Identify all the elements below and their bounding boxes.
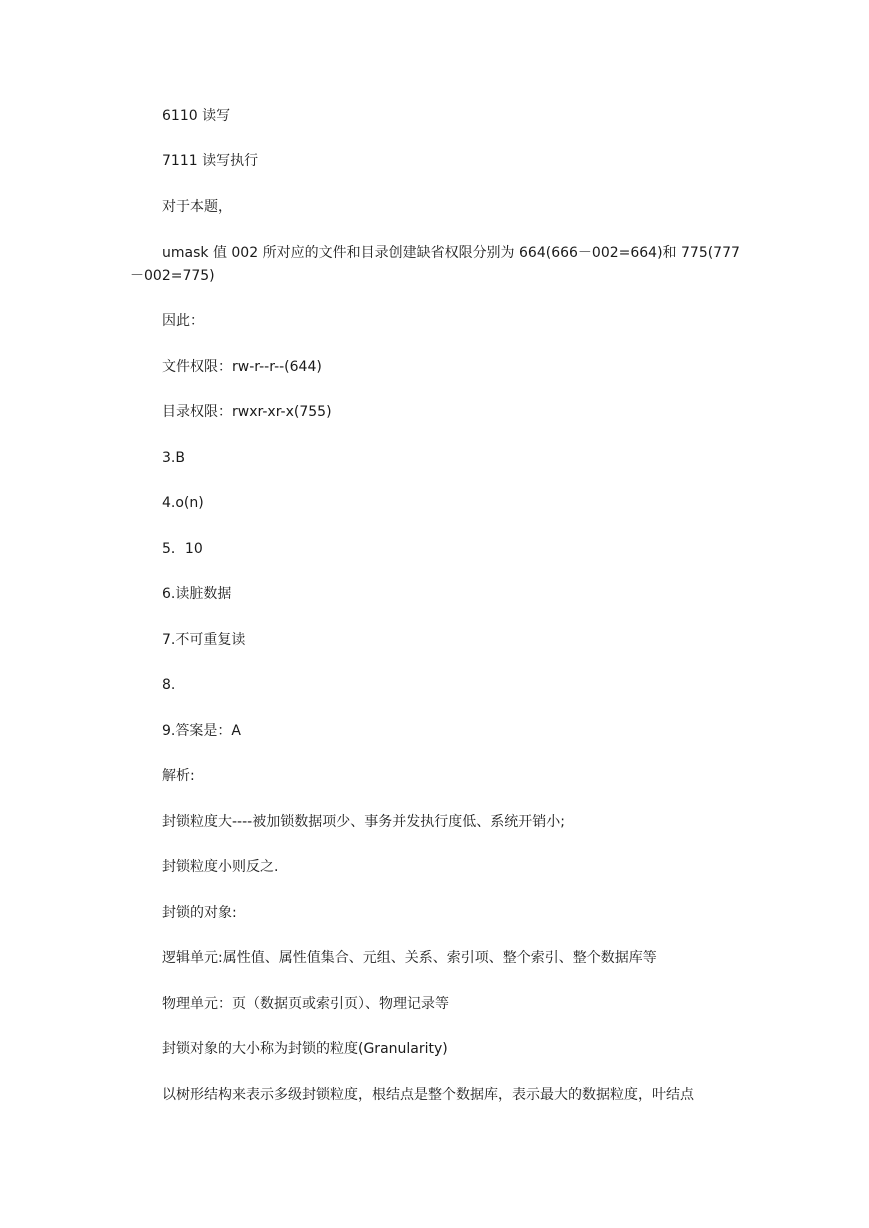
text-line: 3.B [162,450,185,466]
text-line: 封锁的对象: [162,905,237,921]
text-line: 物理单元：页（数据页或索引页）、物理记录等 [162,996,449,1012]
text-line: umask 值 002 所对应的文件和目录创建缺省权限分别为 664(666－002=664)和 775(777 [162,245,740,261]
text-line: 解析: [162,768,195,784]
text-line: 封锁对象的大小称为封锁的粒度(Granularity) [162,1041,448,1057]
text-line: 7111 读写执行 [162,153,259,169]
text-line: 目录权限：rwxr-xr-x(755) [162,404,332,420]
text-line: 6.读脏数据 [162,586,232,602]
text-line: 以树形结构来表示多级封锁粒度，根结点是整个数据库，表示最大的数据粒度，叶结点 [162,1087,694,1103]
text-line: 7.不可重复读 [162,632,246,648]
text-line: 封锁粒度小则反之. [162,859,279,875]
text-line: 9.答案是：A [162,723,241,739]
text-line: 封锁粒度大----被加锁数据项少、事务并发执行度低、系统开销小; [162,814,565,830]
text-line: 4.o(n) [162,495,204,511]
text-line: 对于本题， [162,199,232,215]
text-line: 因此： [162,313,204,329]
text-line: 8. [162,677,176,693]
text-line-continuation: －002=775) [130,268,215,284]
text-line: 逻辑单元:属性值、属性值集合、元组、关系、索引项、整个索引、整个数据库等 [162,950,657,966]
text-line: 文件权限：rw-r--r--(644) [162,359,322,375]
text-line: 5．10 [162,541,203,557]
text-line: 6110 读写 [162,108,231,124]
